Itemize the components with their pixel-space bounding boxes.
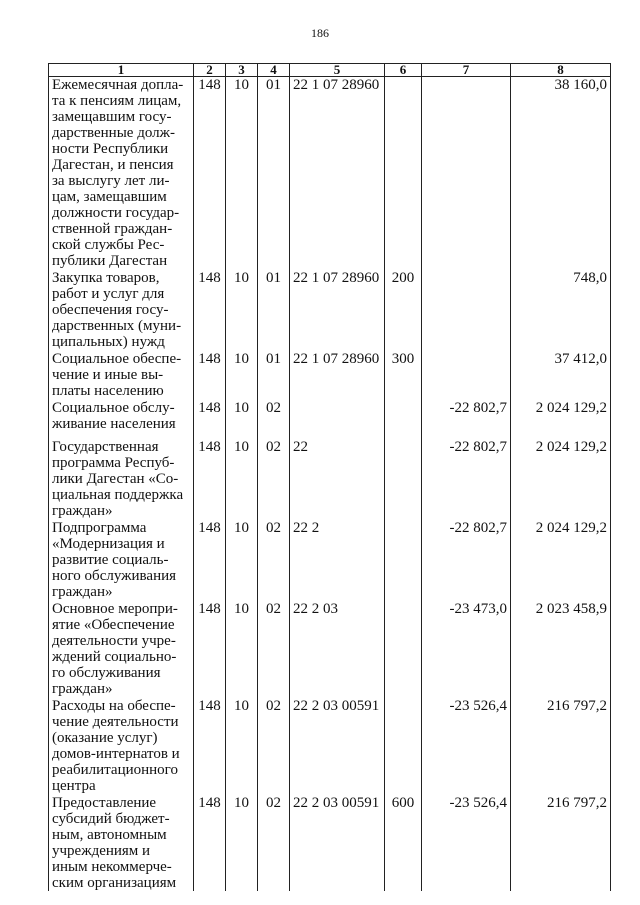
row-total-amount: 2 024 129,2: [511, 399, 611, 438]
row-expense-type: 600: [385, 794, 422, 891]
row-ministry-code: 148: [194, 519, 226, 600]
row-subsection-code: 01: [258, 77, 290, 270]
row-subsection-code: 02: [258, 794, 290, 891]
row-name: Закупка товаров, работ и услуг для обеспечения госу- дарственных (муни- ципальных) нужд: [49, 269, 194, 350]
row-subsection-code: 02: [258, 697, 290, 794]
row-section-code: 10: [226, 438, 258, 519]
row-change-amount: [422, 77, 511, 270]
row-change-amount: [422, 269, 511, 350]
row-name: Социальное обслу- живание населения: [49, 399, 194, 438]
row-section-code: 10: [226, 269, 258, 350]
row-expense-type: [385, 519, 422, 600]
row-target-article: 22 2: [290, 519, 385, 600]
table-row: [49, 438, 611, 519]
row-expense-type: 200: [385, 269, 422, 350]
row-change-amount: -23 526,4: [422, 697, 511, 794]
row-section-code: 10: [226, 600, 258, 697]
row-total-amount: 216 797,2: [511, 697, 611, 794]
row-name: Предоставление субсидий бюджет- ным, автономным учреждениям и иным некоммерче- ским организациям: [49, 794, 194, 891]
row-section-code: 10: [226, 399, 258, 438]
header-col-1: 1: [49, 64, 194, 77]
row-name: Подпрограмма «Модернизация и развитие социаль- ного обслуживания граждан»: [49, 519, 194, 600]
table-row: [49, 519, 611, 600]
row-target-article: 22: [290, 438, 385, 519]
header-col-2: 2: [194, 64, 226, 77]
header-col-3: 3: [226, 64, 258, 77]
row-expense-type: [385, 697, 422, 794]
row-total-amount: 2 023 458,9: [511, 600, 611, 697]
header-row: [49, 64, 611, 77]
row-ministry-code: 148: [194, 269, 226, 350]
row-section-code: 10: [226, 77, 258, 270]
table-row: [49, 600, 611, 697]
row-target-article: [290, 399, 385, 438]
row-section-code: 10: [226, 350, 258, 399]
row-expense-type: [385, 600, 422, 697]
header-col-8: 8: [511, 64, 611, 77]
row-expense-type: [385, 77, 422, 270]
header-col-6: 6: [385, 64, 422, 77]
row-total-amount: 748,0: [511, 269, 611, 350]
row-change-amount: -23 473,0: [422, 600, 511, 697]
row-subsection-code: 01: [258, 350, 290, 399]
header-col-5: 5: [290, 64, 385, 77]
row-name: Ежемесячная допла- та к пенсиям лицам, замещавшим госу- дарственные долж- ности Республики Дагестан, и пенсия за выслугу лет ли- цам, замещавшим должности государ- ственной граждан- ской службы Рес- публики Дагестан: [49, 77, 194, 270]
row-ministry-code: 148: [194, 77, 226, 270]
row-name: Социальное обеспе- чение и иные вы- платы населению: [49, 350, 194, 399]
row-subsection-code: 02: [258, 399, 290, 438]
header-col-4: 4: [258, 64, 290, 77]
row-target-article: 22 2 03 00591: [290, 697, 385, 794]
row-target-article: 22 2 03: [290, 600, 385, 697]
row-total-amount: 38 160,0: [511, 77, 611, 270]
row-change-amount: [422, 350, 511, 399]
row-section-code: 10: [226, 697, 258, 794]
table-row: [49, 350, 611, 399]
row-name: Государственная программа Респуб- лики Дагестан «Со- циальная поддержка граждан»: [49, 438, 194, 519]
row-change-amount: -22 802,7: [422, 519, 511, 600]
header-col-7: 7: [422, 64, 511, 77]
row-expense-type: [385, 438, 422, 519]
row-section-code: 10: [226, 794, 258, 891]
row-ministry-code: 148: [194, 794, 226, 891]
row-total-amount: 2 024 129,2: [511, 519, 611, 600]
row-change-amount: -22 802,7: [422, 399, 511, 438]
row-ministry-code: 148: [194, 600, 226, 697]
page-number: 186: [311, 26, 329, 40]
table-row: [49, 269, 611, 350]
table-row: [49, 697, 611, 794]
row-change-amount: -23 526,4: [422, 794, 511, 891]
row-target-article: 22 1 07 28960: [290, 350, 385, 399]
row-name: Основное меропри- ятие «Обеспечение деятельности учре- ждений социально- го обслуживания граждан»: [49, 600, 194, 697]
row-subsection-code: 02: [258, 600, 290, 697]
table-row: [49, 77, 611, 270]
row-target-article: 22 1 07 28960: [290, 77, 385, 270]
table-row: [49, 399, 611, 438]
row-name: Расходы на обеспе- чение деятельности (оказание услуг) домов-интернатов и реабилитационного центра: [49, 697, 194, 794]
row-subsection-code: 02: [258, 438, 290, 519]
row-change-amount: -22 802,7: [422, 438, 511, 519]
row-section-code: 10: [226, 519, 258, 600]
row-ministry-code: 148: [194, 350, 226, 399]
row-subsection-code: 02: [258, 519, 290, 600]
row-expense-type: [385, 399, 422, 438]
row-ministry-code: 148: [194, 399, 226, 438]
row-subsection-code: 01: [258, 269, 290, 350]
row-expense-type: 300: [385, 350, 422, 399]
table-row: [49, 794, 611, 891]
row-total-amount: 216 797,2: [511, 794, 611, 891]
row-total-amount: 37 412,0: [511, 350, 611, 399]
row-ministry-code: 148: [194, 438, 226, 519]
row-target-article: 22 1 07 28960: [290, 269, 385, 350]
budget-table: [48, 63, 611, 891]
row-ministry-code: 148: [194, 697, 226, 794]
row-total-amount: 2 024 129,2: [511, 438, 611, 519]
row-target-article: 22 2 03 00591: [290, 794, 385, 891]
